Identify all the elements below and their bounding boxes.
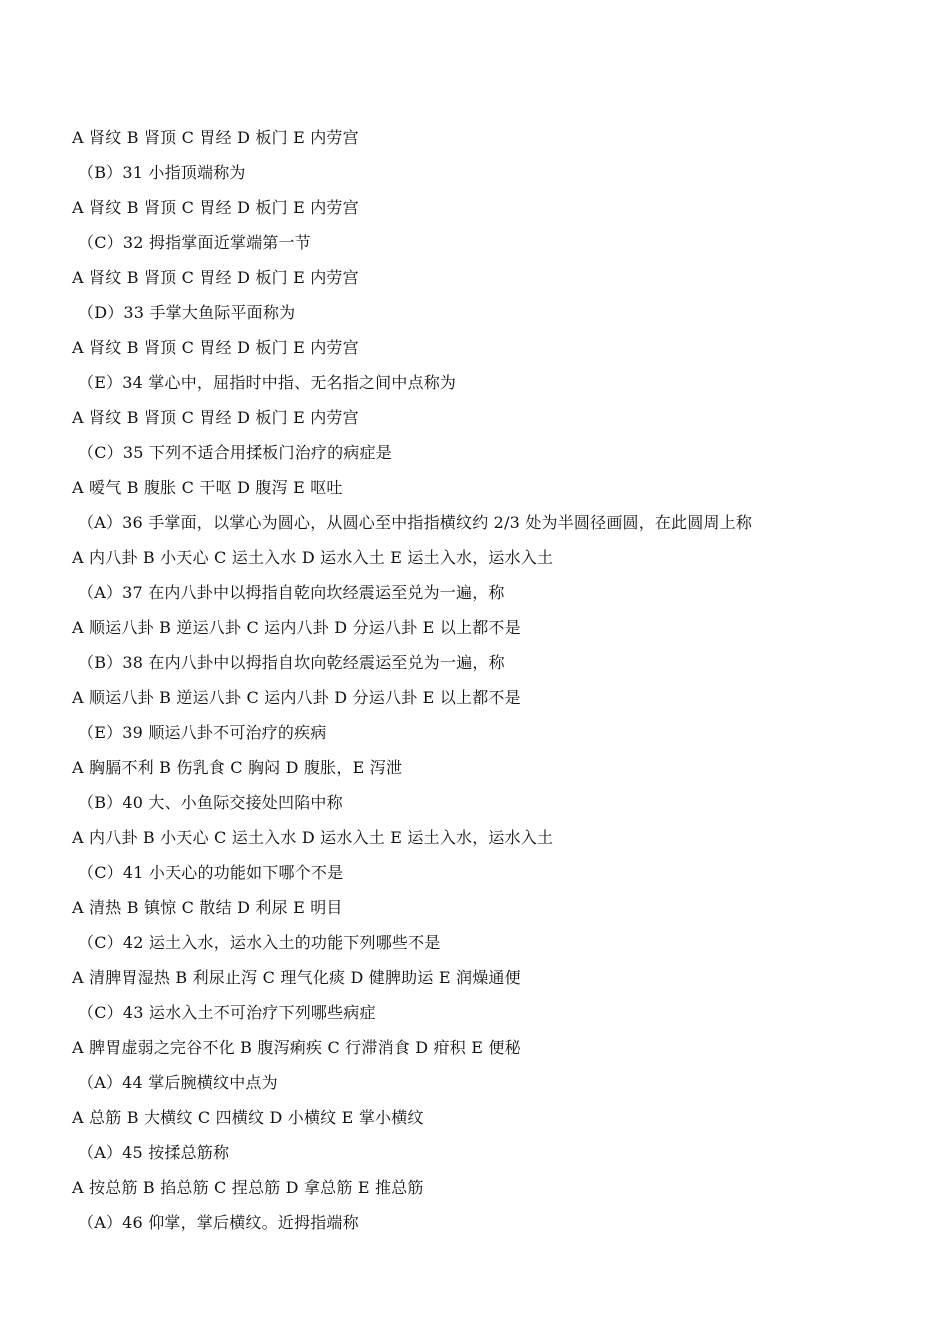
option-line: A 内八卦 B 小天心 C 运土入水 D 运水入土 E 运土入水，运水入土 xyxy=(72,828,554,847)
option-line: A 肾纹 B 肾顶 C 胃经 D 板门 E 内劳宫 xyxy=(72,198,359,217)
question-line: （C）35 下列不适合用揉板门治疗的病症是 xyxy=(78,443,392,462)
question-line: （C）32 拇指掌面近掌端第一节 xyxy=(78,233,311,252)
option-line: A 嗳气 B 腹胀 C 干呕 D 腹泻 E 呕吐 xyxy=(72,478,343,497)
option-line: A 肾纹 B 肾顶 C 胃经 D 板门 E 内劳宫 xyxy=(72,408,359,427)
option-line: A 顺运八卦 B 逆运八卦 C 运内八卦 D 分运八卦 E 以上都不是 xyxy=(72,618,521,637)
option-line: A 清热 B 镇惊 C 散结 D 利尿 E 明目 xyxy=(72,898,343,917)
option-line: A 肾纹 B 肾顶 C 胃经 D 板门 E 内劳宫 xyxy=(72,128,359,147)
option-line: A 清脾胃湿热 B 利尿止泻 C 理气化痰 D 健脾助运 E 润燥通便 xyxy=(72,968,521,987)
option-line: A 脾胃虚弱之完谷不化 B 腹泻痢疾 C 行滞消食 D 疳积 E 便秘 xyxy=(72,1038,521,1057)
option-line: A 内八卦 B 小天心 C 运土入水 D 运水入土 E 运土入水，运水入土 xyxy=(72,548,554,567)
question-line: （D）33 手掌大鱼际平面称为 xyxy=(78,303,296,322)
question-line: （C）42 运土入水，运水入土的功能下列哪些不是 xyxy=(78,933,441,952)
question-line: （E）39 顺运八卦不可治疗的疾病 xyxy=(78,723,327,742)
question-line: （B）38 在内八卦中以拇指自坎向乾经震运至兑为一遍，称 xyxy=(78,653,505,672)
option-line: A 肾纹 B 肾顶 C 胃经 D 板门 E 内劳宫 xyxy=(72,338,359,357)
question-line: （B）40 大、小鱼际交接处凹陷中称 xyxy=(78,793,343,812)
question-line: （C）43 运水入土不可治疗下列哪些病症 xyxy=(78,1003,376,1022)
option-line: A 总筋 B 大横纹 C 四横纹 D 小横纹 E 掌小横纹 xyxy=(72,1108,424,1127)
option-line: A 胸膈不利 B 伤乳食 C 胸闷 D 腹胀，E 泻泄 xyxy=(72,758,403,777)
question-line: （B）31 小指顶端称为 xyxy=(78,163,246,182)
question-line: （C）41 小天心的功能如下哪个不是 xyxy=(78,863,344,882)
question-line: （E）34 掌心中，屈指时中指、无名指之间中点称为 xyxy=(78,373,457,392)
question-line: （A）46 仰掌，掌后横纹。近拇指端称 xyxy=(78,1213,359,1232)
question-line: （A）37 在内八卦中以拇指自乾向坎经震运至兑为一遍，称 xyxy=(78,583,505,602)
option-line: A 肾纹 B 肾顶 C 胃经 D 板门 E 内劳宫 xyxy=(72,268,359,287)
question-line: （A）44 掌后腕横纹中点为 xyxy=(78,1073,278,1092)
document-page xyxy=(72,124,892,1244)
option-line: A 顺运八卦 B 逆运八卦 C 运内八卦 D 分运八卦 E 以上都不是 xyxy=(72,688,521,707)
question-line: （A）45 按揉总筋称 xyxy=(78,1143,230,1162)
question-line: （A）36 手掌面，以掌心为圆心，从圆心至中指指横纹约 2/3 处为半圆径画圆，在此圆周上称 xyxy=(78,513,753,532)
option-line: A 按总筋 B 掐总筋 C 捏总筋 D 拿总筋 E 推总筋 xyxy=(72,1178,424,1197)
